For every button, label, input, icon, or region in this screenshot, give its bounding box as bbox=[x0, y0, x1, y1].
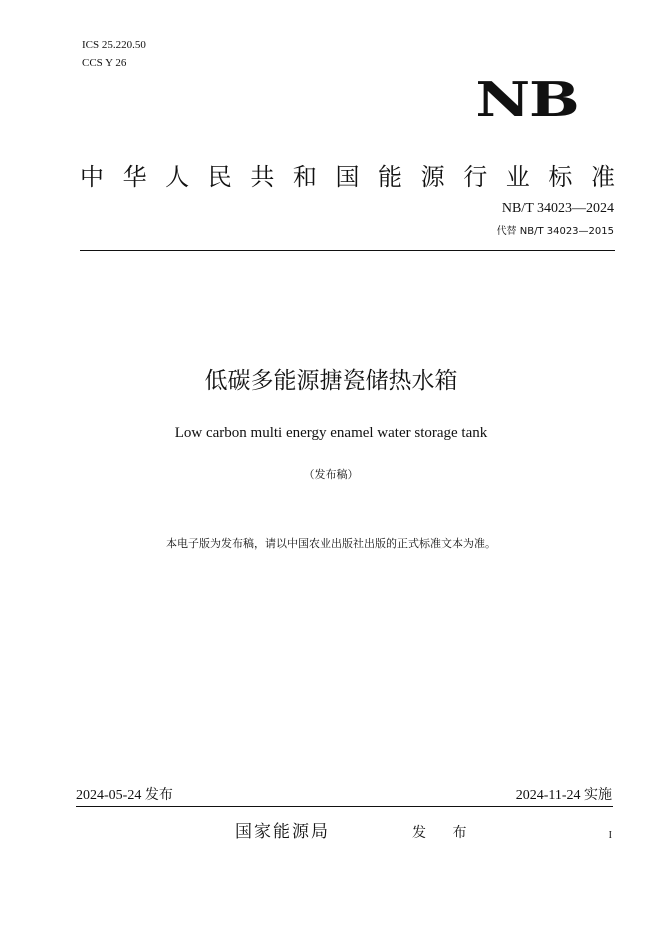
industry-char: 和 bbox=[292, 163, 317, 191]
industry-char: 源 bbox=[420, 163, 445, 191]
industry-char: 民 bbox=[207, 163, 232, 191]
bottom-divider bbox=[76, 806, 613, 807]
edition-notice: 本电子版为发布稿，请以中国农业出版社出版的正式标准文本为准。 bbox=[166, 537, 496, 550]
top-divider bbox=[80, 250, 615, 251]
industry-char: 业 bbox=[505, 163, 530, 191]
industry-char: 华 bbox=[122, 163, 147, 191]
industry-char: 能 bbox=[378, 163, 403, 191]
ics-code: ICS 25.220.50 bbox=[82, 39, 146, 51]
replaces-standard: 代替 NB/T 34023—2015 bbox=[496, 226, 614, 237]
nb-logo: NB bbox=[474, 72, 578, 128]
industry-char: 共 bbox=[250, 163, 275, 191]
draft-label: （发布稿） bbox=[303, 468, 359, 481]
issuing-authority: 国家能源局 bbox=[235, 822, 330, 842]
standard-number: NB/T 34023—2024 bbox=[501, 201, 614, 216]
industry-char: 人 bbox=[165, 163, 190, 191]
industry-char: 标 bbox=[548, 163, 573, 191]
industry-standard-heading bbox=[80, 160, 615, 194]
industry-char: 准 bbox=[590, 163, 615, 191]
page-number: I bbox=[608, 830, 612, 841]
ccs-code: CCS Y 26 bbox=[82, 57, 127, 69]
industry-char: 中 bbox=[80, 163, 104, 191]
industry-char: 国 bbox=[335, 163, 360, 191]
implementation-date: 2024-11-24 实施 bbox=[515, 788, 612, 803]
title-chinese: 低碳多能源搪瓷储热水箱 bbox=[204, 368, 458, 394]
issue-date: 2024-05-24 发布 bbox=[76, 788, 173, 803]
issue-word: 发 布 bbox=[412, 825, 467, 841]
industry-char: 行 bbox=[463, 163, 488, 191]
title-english: Low carbon multi energy enamel water storage tank bbox=[174, 425, 488, 441]
